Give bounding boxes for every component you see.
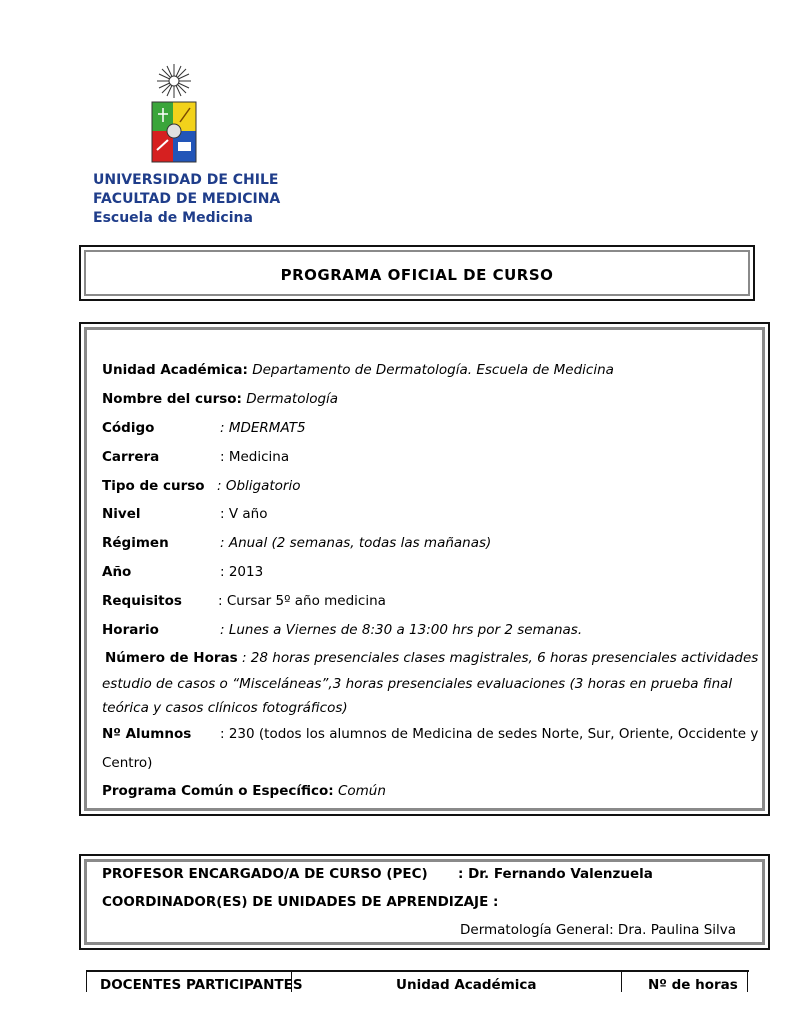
tipo-value: : Obligatorio xyxy=(217,478,301,494)
table-divider-2 xyxy=(621,972,622,992)
anio-label: Año xyxy=(102,564,132,580)
title-box xyxy=(79,245,755,301)
alumnos-value-line1: : 230 (todos los alumnos de Medicina de sedes Norte, Sur, Oriente, Occidente y xyxy=(220,726,759,742)
university-header xyxy=(93,171,280,228)
faculty-name: FACULTAD DE MEDICINA xyxy=(93,191,281,207)
programa-label: Programa Común o Específico: xyxy=(102,783,334,799)
docentes-table-header xyxy=(86,970,749,992)
regimen-value: : Anual (2 semanas, todas las mañanas) xyxy=(220,535,492,551)
programa-value: Común xyxy=(337,783,386,799)
university-name: UNIVERSIDAD DE CHILE xyxy=(93,172,279,188)
table-border-left xyxy=(86,972,87,992)
col-docentes: DOCENTES PARTICIPANTES xyxy=(100,977,303,992)
requisitos-label: Requisitos xyxy=(102,593,182,609)
regimen-label: Régimen xyxy=(102,535,169,551)
carrera-value: : Medicina xyxy=(220,449,290,465)
nombre-value: Dermatología xyxy=(246,391,339,407)
nivel-value: : V año xyxy=(220,506,268,522)
tipo-label: Tipo de curso xyxy=(102,478,205,494)
pec-label: PROFESOR ENCARGADO/A DE CURSO (PEC) xyxy=(102,866,428,882)
pec-value: : Dr. Fernando Valenzuela xyxy=(458,866,653,882)
coord-value: Dermatología General: Dra. Paulina Silva xyxy=(460,922,737,938)
university-crest-icon xyxy=(148,62,200,166)
unidad-row xyxy=(102,362,614,378)
carrera-label: Carrera xyxy=(102,449,160,465)
codigo-value: : MDERMAT5 xyxy=(220,420,306,436)
page-title: PROGRAMA OFICIAL DE CURSO xyxy=(280,266,554,284)
horario-label: Horario xyxy=(102,622,159,638)
alumnos-value-line2: Centro) xyxy=(102,755,153,771)
unidad-label: Unidad Académica: xyxy=(102,362,248,378)
horas-value-line3: teórica y casos clínicos fotográficos) xyxy=(102,700,348,716)
table-border-right xyxy=(747,972,748,992)
horas-row xyxy=(105,650,758,666)
alumnos-label: Nº Alumnos xyxy=(102,726,192,742)
codigo-label: Código xyxy=(102,420,155,436)
programa-row xyxy=(102,783,386,799)
nivel-label: Nivel xyxy=(102,506,141,522)
school-name: Escuela de Medicina xyxy=(93,210,253,226)
requisitos-value: : Cursar 5º año medicina xyxy=(218,593,386,609)
horas-value-line2: estudio de casos o “Misceláneas”,3 horas presenciales evaluaciones (3 horas en prueba final xyxy=(102,676,733,692)
col-unidad: Unidad Académica xyxy=(396,977,537,992)
horario-value: : Lunes a Viernes de 8:30 a 13:00 hrs por 2 semanas. xyxy=(220,622,583,638)
nombre-row xyxy=(102,391,338,407)
col-horas: Nº de horas xyxy=(648,977,738,992)
horas-value-line1: : 28 horas presenciales clases magistrales, 6 horas presenciales actividades xyxy=(241,650,759,666)
nombre-label: Nombre del curso: xyxy=(102,391,242,407)
anio-value: : 2013 xyxy=(220,564,264,580)
horas-label: Número de Horas xyxy=(105,650,238,666)
coord-label: COORDINADOR(ES) DE UNIDADES DE APRENDIZAJE : xyxy=(102,894,499,910)
unidad-value: Departamento de Dermatología. Escuela de Medicina xyxy=(252,362,614,378)
